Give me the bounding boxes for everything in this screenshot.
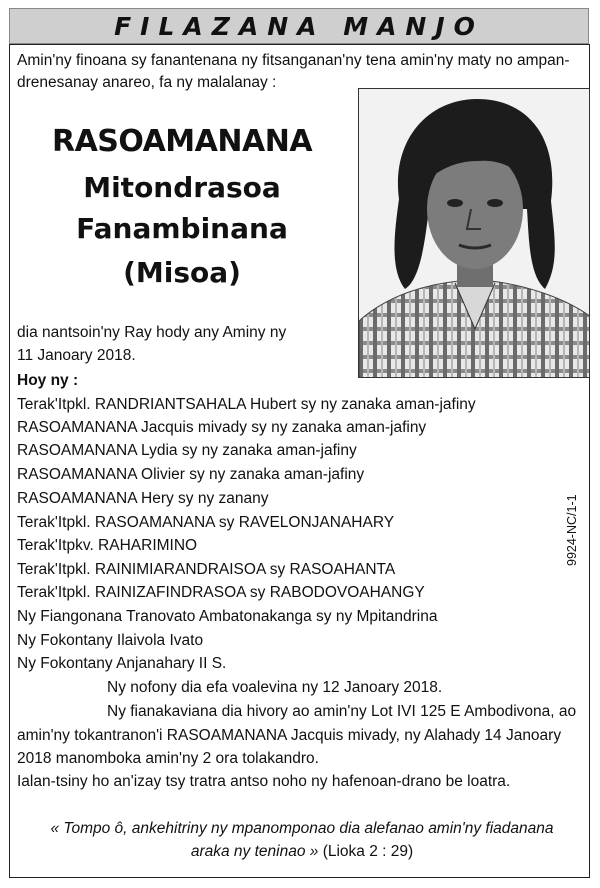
family-line: RASOAMANANA Hery sy ny zanany [17,490,269,507]
gathering-line-3: 2018 manomboka amin'ny 2 ora tolakandro. [17,750,319,767]
reference-code: 9924-NC/1-1 [565,494,579,566]
family-line: Ny Fokontany Anjanahary II S. [17,655,227,672]
scripture-reference: (Lioka 2 : 29) [322,843,414,860]
scripture-quote-text: « Tompo ô, ankehitriny ny mpanomponao dia alefanao amin'ny fiadanana [50,820,554,837]
deceased-second-name: Fanambinana [76,212,288,245]
family-line: Terak'Itpkl. RAINIZAFINDRASOA sy RABODOVOAHANGY [17,584,425,601]
death-line-2: 11 Janoary 2018. [17,347,136,364]
family-line: Terak'Itpkv. RAHARIMINO [17,537,198,554]
intro-text: Amin'ny finoana sy fanantenana ny fitsanganan'ny tena amin'ny maty no ampan-drenesanay anareo, fa ny malalanay : [17,52,570,91]
gathering-line-1: Ny fianakaviana dia hivory ao amin'ny Lot IVI 125 E Ambodivona, ao [107,703,577,720]
deceased-nickname: (Misoa) [123,256,241,289]
apology-line: Ialan-tsiny ho an'izay tsy tratra antso noho ny hafenoan-drano be loatra. [17,773,511,790]
family-line: Terak'Itpkl. RAINIMIARANDRAISOA sy RASOAHANTA [17,561,396,578]
family-line: RASOAMANANA Jacquis mivady sy ny zanaka aman-jafiny [17,419,427,436]
deceased-first-name: Mitondrasoa [83,171,281,204]
scripture-quote-line-1 [17,818,587,840]
portrait-illustration [359,89,590,378]
death-line-1: dia nantsoin'ny Ray hody any Aminy ny [17,324,287,341]
family-line: RASOAMANANA Olivier sy ny zanaka aman-jafiny [17,466,365,483]
burial-notice: Ny nofony dia efa voalevina ny 12 Janoary 2018. [107,679,443,696]
scripture-quote-line-2 [17,841,587,863]
family-line: Ny Fokontany Ilaivola Ivato [17,632,204,649]
family-line: RASOAMANANA Lydia sy ny zanaka aman-jafiny [17,442,357,459]
deceased-surname: RASOAMANANA [51,124,313,159]
gathering-line-2: amin'ny tokantranon'i RASOAMANANA Jacquis mivady, ny Alahady 14 Janoary [17,727,562,744]
family-line: Terak'Itpkl. RASOAMANANA sy RAVELONJANAHARY [17,514,395,531]
hoy-ny-label: Hoy ny : [17,372,79,389]
family-line: Ny Fiangonana Tranovato Ambatonakanga sy ny Mpitandrina [17,608,438,625]
header-title: FILAZANA MANJO [114,11,484,41]
family-line: Terak'Itpkl. RANDRIANTSAHALA Hubert sy ny zanaka aman-jafiny [17,396,476,413]
scripture-quote-text-2: araka ny teninao » [190,843,319,860]
header-banner [9,8,589,44]
portrait-photo [358,88,590,378]
